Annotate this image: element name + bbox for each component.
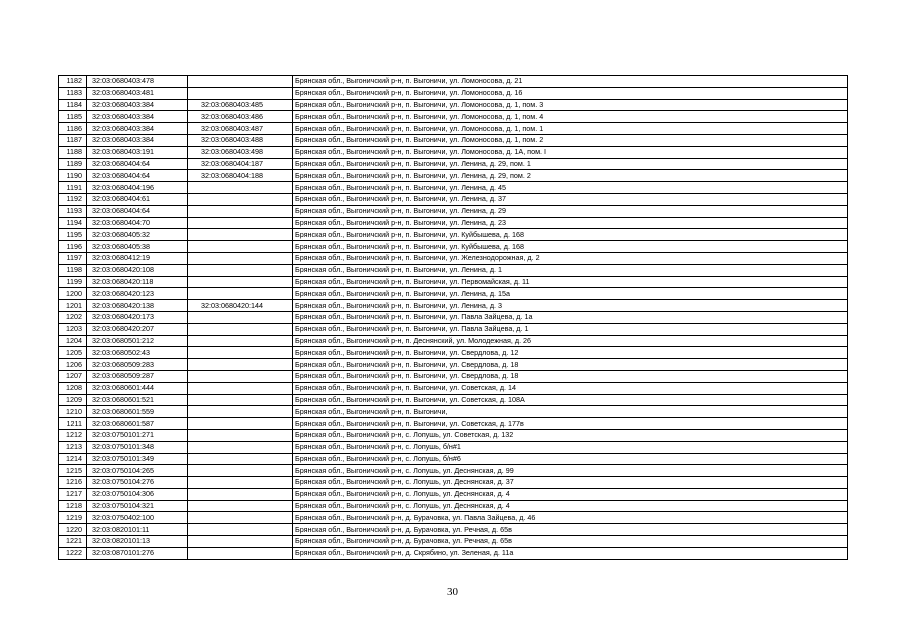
cadastral-number-cell: 32:03:0680403:384 [87,99,188,111]
sub-cadastral-number-cell: 32:03:0680403:486 [188,111,293,123]
row-number-cell: 1194 [59,217,87,229]
sub-cadastral-number-cell [188,441,293,453]
address-cell: Брянская обл., Выгоничский р-н, п. Выгоничи, ул. Куйбышева, д. 168 [293,241,848,253]
cadastral-number-cell: 32:03:0680420:138 [87,300,188,312]
sub-cadastral-number-cell: 32:03:0680403:487 [188,123,293,135]
cadastral-number-cell: 32:03:0680420:123 [87,288,188,300]
table-row [59,123,848,135]
address-cell: Брянская обл., Выгоничский р-н, п. Выгоничи, ул. Свердлова, д. 18 [293,370,848,382]
row-number-cell: 1198 [59,264,87,276]
row-number-cell: 1199 [59,276,87,288]
address-cell: Брянская обл., Выгоничский р-н, п. Выгоничи, ул. Ломоносова, д. 1А, пом. I [293,146,848,158]
address-cell: Брянская обл., Выгоничский р-н, п. Выгоничи, ул. Железнодорожная, д. 2 [293,252,848,264]
registry-table-body [59,76,848,560]
cadastral-number-cell: 32:03:0750104:276 [87,477,188,489]
table-row [59,76,848,88]
cadastral-number-cell: 32:03:0680420:173 [87,311,188,323]
row-number-cell: 1212 [59,429,87,441]
cadastral-number-cell: 32:03:0680420:118 [87,276,188,288]
row-number-cell: 1196 [59,241,87,253]
table-row [59,276,848,288]
row-number-cell: 1217 [59,488,87,500]
sub-cadastral-number-cell [188,359,293,371]
address-cell: Брянская обл., Выгоничский р-н, п. Выгоничи, ул. Ломоносова, д. 16 [293,87,848,99]
sub-cadastral-number-cell [188,512,293,524]
sub-cadastral-number-cell [188,370,293,382]
table-row [59,477,848,489]
table-row [59,335,848,347]
sub-cadastral-number-cell [188,488,293,500]
table-row [59,441,848,453]
sub-cadastral-number-cell: 32:03:0680403:485 [188,99,293,111]
table-row [59,146,848,158]
cadastral-number-cell: 32:03:0750402:100 [87,512,188,524]
address-cell: Брянская обл., Выгоничский р-н, п. Выгоничи, ул. Ломоносова, д. 1, пом. 1 [293,123,848,135]
row-number-cell: 1213 [59,441,87,453]
row-number-cell: 1216 [59,477,87,489]
sub-cadastral-number-cell [188,382,293,394]
sub-cadastral-number-cell [188,406,293,418]
table-row [59,406,848,418]
sub-cadastral-number-cell [188,536,293,548]
address-cell: Брянская обл., Выгоничский р-н, п. Выгоничи, ул. Куйбышева, д. 168 [293,229,848,241]
address-cell: Брянская обл., Выгоничский р-н, п. Выгоничи, ул. Советская, д. 108А [293,394,848,406]
row-number-cell: 1191 [59,182,87,194]
row-number-cell: 1206 [59,359,87,371]
table-row [59,323,848,335]
row-number-cell: 1189 [59,158,87,170]
row-number-cell: 1219 [59,512,87,524]
address-cell: Брянская обл., Выгоничский р-н, п. Выгоничи, ул. Ленина, д. 29, пом. 1 [293,158,848,170]
row-number-cell: 1209 [59,394,87,406]
table-row [59,311,848,323]
table-row [59,205,848,217]
sub-cadastral-number-cell [188,241,293,253]
address-cell: Брянская обл., Выгоничский р-н, с. Лопушь, б/н#1 [293,441,848,453]
table-row [59,394,848,406]
table-row [59,429,848,441]
cadastral-number-cell: 32:03:0680404:70 [87,217,188,229]
row-number-cell: 1183 [59,87,87,99]
cadastral-number-cell: 32:03:0680405:38 [87,241,188,253]
address-cell: Брянская обл., Выгоничский р-н, п. Выгоничи, ул. Ленина, д. 15а [293,288,848,300]
cadastral-number-cell: 32:03:0680403:384 [87,134,188,146]
sub-cadastral-number-cell [188,429,293,441]
cadastral-number-cell: 32:03:0750101:348 [87,441,188,453]
address-cell: Брянская обл., Выгоничский р-н, д. Скрябино, ул. Зеленая, д. 11а [293,547,848,559]
sub-cadastral-number-cell [188,453,293,465]
table-row [59,217,848,229]
sub-cadastral-number-cell [188,465,293,477]
cadastral-number-cell: 32:03:0680404:64 [87,158,188,170]
cadastral-number-cell: 32:03:0680403:384 [87,123,188,135]
sub-cadastral-number-cell [188,323,293,335]
sub-cadastral-number-cell [188,335,293,347]
row-number-cell: 1202 [59,311,87,323]
sub-cadastral-number-cell [188,311,293,323]
table-row [59,241,848,253]
address-cell: Брянская обл., Выгоничский р-н, п. Выгоничи, [293,406,848,418]
sub-cadastral-number-cell: 32:03:0680404:188 [188,170,293,182]
cadastral-number-cell: 32:03:0680601:444 [87,382,188,394]
row-number-cell: 1200 [59,288,87,300]
address-cell: Брянская обл., Выгоничский р-н, п. Выгоничи, ул. Свердлова, д. 12 [293,347,848,359]
address-cell: Брянская обл., Выгоничский р-н, п. Выгоничи, ул. Советская, д. 177в [293,418,848,430]
sub-cadastral-number-cell [188,394,293,406]
sub-cadastral-number-cell: 32:03:0680403:488 [188,134,293,146]
address-cell: Брянская обл., Выгоничский р-н, с. Лопушь, б/н#6 [293,453,848,465]
cadastral-number-cell: 32:03:0680403:384 [87,111,188,123]
table-row [59,512,848,524]
cadastral-number-cell: 32:03:0750104:265 [87,465,188,477]
address-cell: Брянская обл., Выгоничский р-н, п. Выгоничи, ул. Ленина, д. 29 [293,205,848,217]
table-row [59,547,848,559]
cadastral-number-cell: 32:03:0680509:283 [87,359,188,371]
table-row [59,193,848,205]
cadastral-number-cell: 32:03:0680404:61 [87,193,188,205]
row-number-cell: 1190 [59,170,87,182]
address-cell: Брянская обл., Выгоничский р-н, п. Выгоничи, ул. Ломоносова, д. 1, пом. 3 [293,99,848,111]
cadastral-number-cell: 32:03:0680403:481 [87,87,188,99]
address-cell: Брянская обл., Выгоничский р-н, д. Бурачовка, ул. Речная, д. 65в [293,524,848,536]
cadastral-number-cell: 32:03:0820101:11 [87,524,188,536]
cadastral-number-cell: 32:03:0680509:287 [87,370,188,382]
sub-cadastral-number-cell [188,264,293,276]
cadastral-number-cell: 32:03:0680405:32 [87,229,188,241]
row-number-cell: 1197 [59,252,87,264]
cadastral-number-cell: 32:03:0680601:521 [87,394,188,406]
row-number-cell: 1195 [59,229,87,241]
page-number: 30 [447,586,458,598]
cadastral-number-cell: 32:03:0680403:191 [87,146,188,158]
table-row [59,111,848,123]
sub-cadastral-number-cell [188,182,293,194]
sub-cadastral-number-cell: 32:03:0680403:498 [188,146,293,158]
cadastral-number-cell: 32:03:0680601:559 [87,406,188,418]
cadastral-number-cell: 32:03:0680412:19 [87,252,188,264]
address-cell: Брянская обл., Выгоничский р-н, п. Выгоничи, ул. Советская, д. 14 [293,382,848,394]
cadastral-number-cell: 32:03:0750104:306 [87,488,188,500]
table-row [59,465,848,477]
cadastral-number-cell: 32:03:0680502:43 [87,347,188,359]
address-cell: Брянская обл., Выгоничский р-н, с. Лопушь, ул. Деснянская, д. 37 [293,477,848,489]
cadastral-number-cell: 32:03:0750101:349 [87,453,188,465]
cadastral-number-cell: 32:03:0680601:587 [87,418,188,430]
table-row [59,536,848,548]
row-number-cell: 1222 [59,547,87,559]
sub-cadastral-number-cell [188,276,293,288]
address-cell: Брянская обл., Выгоничский р-н, п. Выгоничи, ул. Ленина, д. 37 [293,193,848,205]
table-row [59,359,848,371]
row-number-cell: 1204 [59,335,87,347]
address-cell: Брянская обл., Выгоничский р-н, п. Выгоничи, ул. Павла Зайцева, д. 1а [293,311,848,323]
sub-cadastral-number-cell [188,347,293,359]
table-row [59,182,848,194]
cadastral-number-cell: 32:03:0680420:108 [87,264,188,276]
address-cell: Брянская обл., Выгоничский р-н, п. Выгоничи, ул. Ломоносова, д. 21 [293,76,848,88]
address-cell: Брянская обл., Выгоничский р-н, п. Деснянский, ул. Молодежная, д. 26 [293,335,848,347]
table-row [59,524,848,536]
sub-cadastral-number-cell: 32:03:0680420:144 [188,300,293,312]
row-number-cell: 1215 [59,465,87,477]
address-cell: Брянская обл., Выгоничский р-н, п. Выгоничи, ул. Павла Зайцева, д. 1 [293,323,848,335]
row-number-cell: 1192 [59,193,87,205]
address-cell: Брянская обл., Выгоничский р-н, п. Выгоничи, ул. Ленина, д. 23 [293,217,848,229]
cadastral-number-cell: 32:03:0870101:276 [87,547,188,559]
registry-table [58,75,848,560]
table-row [59,370,848,382]
table-row [59,500,848,512]
address-cell: Брянская обл., Выгоничский р-н, п. Выгоничи, ул. Ленина, д. 1 [293,264,848,276]
cadastral-number-cell: 32:03:0750101:271 [87,429,188,441]
address-cell: Брянская обл., Выгоничский р-н, п. Выгоничи, ул. Ломоносова, д. 1, пом. 4 [293,111,848,123]
table-row [59,87,848,99]
sub-cadastral-number-cell [188,477,293,489]
row-number-cell: 1182 [59,76,87,88]
sub-cadastral-number-cell [188,547,293,559]
sub-cadastral-number-cell [188,418,293,430]
table-row [59,418,848,430]
row-number-cell: 1203 [59,323,87,335]
cadastral-number-cell: 32:03:0680420:207 [87,323,188,335]
table-row [59,347,848,359]
table-row [59,252,848,264]
address-cell: Брянская обл., Выгоничский р-н, с. Лопушь, ул. Деснянская, д. 99 [293,465,848,477]
address-cell: Брянская обл., Выгоничский р-н, п. Выгоничи, ул. Ленина, д. 45 [293,182,848,194]
address-cell: Брянская обл., Выгоничский р-н, с. Лопушь, ул. Деснянская, д. 4 [293,488,848,500]
sub-cadastral-number-cell [188,500,293,512]
cadastral-number-cell: 32:03:0680404:64 [87,170,188,182]
table-row [59,158,848,170]
sub-cadastral-number-cell [188,252,293,264]
address-cell: Брянская обл., Выгоничский р-н, п. Выгоничи, ул. Первомайская, д. 11 [293,276,848,288]
table-row [59,134,848,146]
row-number-cell: 1210 [59,406,87,418]
cadastral-number-cell: 32:03:0680404:196 [87,182,188,194]
table-row [59,488,848,500]
row-number-cell: 1187 [59,134,87,146]
sub-cadastral-number-cell [188,87,293,99]
cadastral-number-cell: 32:03:0750104:321 [87,500,188,512]
cadastral-number-cell: 32:03:0680501:212 [87,335,188,347]
sub-cadastral-number-cell [188,288,293,300]
address-cell: Брянская обл., Выгоничский р-н, п. Выгоничи, ул. Ломоносова, д. 1, пом. 2 [293,134,848,146]
address-cell: Брянская обл., Выгоничский р-н, п. Выгоничи, ул. Ленина, д. 29, пом. 2 [293,170,848,182]
row-number-cell: 1214 [59,453,87,465]
row-number-cell: 1207 [59,370,87,382]
cadastral-number-cell: 32:03:0680403:478 [87,76,188,88]
sub-cadastral-number-cell [188,205,293,217]
sub-cadastral-number-cell [188,76,293,88]
sub-cadastral-number-cell [188,193,293,205]
row-number-cell: 1185 [59,111,87,123]
sub-cadastral-number-cell [188,217,293,229]
row-number-cell: 1220 [59,524,87,536]
address-cell: Брянская обл., Выгоничский р-н, д. Бурачовка, ул. Речная, д. 65в [293,536,848,548]
table-row [59,288,848,300]
row-number-cell: 1188 [59,146,87,158]
table-row [59,99,848,111]
address-cell: Брянская обл., Выгоничский р-н, с. Лопушь, ул. Советская, д. 132 [293,429,848,441]
row-number-cell: 1201 [59,300,87,312]
table-row [59,229,848,241]
sub-cadastral-number-cell [188,229,293,241]
cadastral-number-cell: 32:03:0820101:13 [87,536,188,548]
row-number-cell: 1218 [59,500,87,512]
address-cell: Брянская обл., Выгоничский р-н, с. Лопушь, ул. Деснянская, д. 4 [293,500,848,512]
row-number-cell: 1193 [59,205,87,217]
row-number-cell: 1186 [59,123,87,135]
row-number-cell: 1221 [59,536,87,548]
sub-cadastral-number-cell [188,524,293,536]
sub-cadastral-number-cell: 32:03:0680404:187 [188,158,293,170]
cadastral-number-cell: 32:03:0680404:64 [87,205,188,217]
table-row [59,453,848,465]
table-row [59,382,848,394]
table-row [59,170,848,182]
address-cell: Брянская обл., Выгоничский р-н, д. Бурачовка, ул. Павла Зайцева, д. 46 [293,512,848,524]
row-number-cell: 1211 [59,418,87,430]
table-row [59,264,848,276]
row-number-cell: 1208 [59,382,87,394]
row-number-cell: 1184 [59,99,87,111]
address-cell: Брянская обл., Выгоничский р-н, п. Выгоничи, ул. Свердлова, д. 18 [293,359,848,371]
address-cell: Брянская обл., Выгоничский р-н, п. Выгоничи, ул. Ленина, д. 3 [293,300,848,312]
table-row [59,300,848,312]
row-number-cell: 1205 [59,347,87,359]
